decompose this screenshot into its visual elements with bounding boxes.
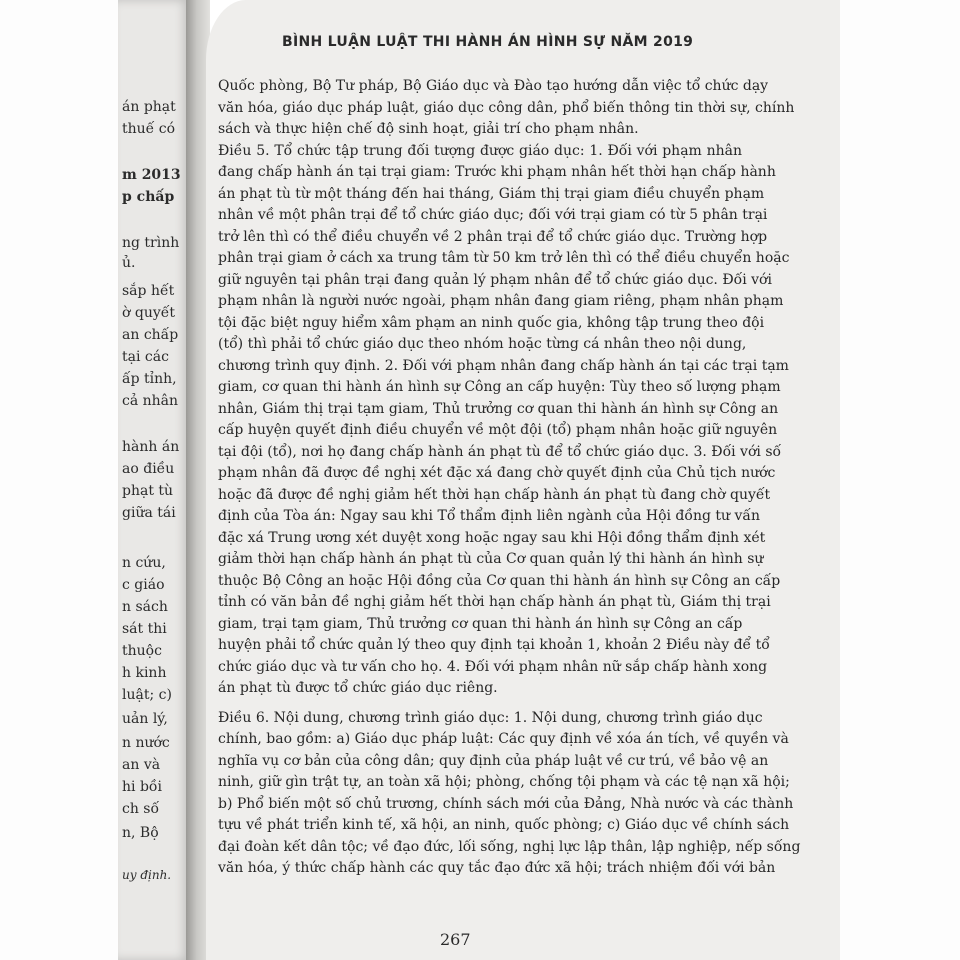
text-line: án phạt tù từ một tháng đến hai tháng, Giám thị trại giam điều chuyển phạm <box>218 185 765 202</box>
left-page-fragment: sát thi <box>122 621 167 637</box>
left-page-fragment: n sách <box>122 599 168 615</box>
left-page-fragment: hành án <box>122 439 180 455</box>
left-page-fragment: giữa tái <box>122 505 176 521</box>
left-page-fragment: cả nhân <box>122 393 179 409</box>
left-page-fragment: ao điều <box>122 461 175 477</box>
text-line: tại đội (tổ), nơi họ đang chấp hành án phạt tù để tổ chức giáo dục. 3. Đối với số <box>218 443 782 460</box>
text-line: án phạt tù được tổ chức giáo dục riêng. <box>218 680 498 696</box>
running-header: BÌNH LUẬN LUẬT THI HÀNH ÁN HÌNH SỰ NĂM 2019 <box>282 34 694 50</box>
left-page-fragment: luật; c) <box>122 687 172 703</box>
page-number: 267 <box>440 930 471 949</box>
background-right <box>840 0 960 960</box>
text-line: trở lên thì có thể điều chuyển về 2 phân trại để tổ chức giáo dục. Trường hợp <box>218 228 768 245</box>
text-line: thuộc Bộ Công an hoặc Hội đồng của Cơ quan thi hành án hình sự Công an cấp <box>218 572 781 589</box>
left-page-fragment: ch số <box>122 801 160 817</box>
paragraph-3 <box>218 708 801 880</box>
left-page-fragment: n cứu, <box>122 555 166 571</box>
text-line: nghĩa vụ cơ bản của công dân; quy định của pháp luật về cư trú, về bảo vệ an <box>218 752 769 769</box>
left-page-fragment: ng trình <box>122 235 180 251</box>
left-page-fragment: án phạt <box>122 99 176 115</box>
left-page-fragment: ấp tỉnh, <box>122 371 177 387</box>
left-page-fragment: thuế có <box>122 121 175 137</box>
left-page-fragment: uy định. <box>122 868 172 882</box>
text-line: chức giáo dục và tư vấn cho họ. 4. Đối với phạm nhân nữ sắp chấp hành xong <box>218 658 768 675</box>
text-line: văn hóa, giáo dục pháp luật, giáo dục công dân, phổ biến thông tin thời sự, chính <box>218 99 795 116</box>
text-line: Điều 5. Tổ chức tập trung đối tượng được giáo dục: 1. Đối với phạm nhân <box>218 142 742 159</box>
text-line: giam, trại tạm giam, Thủ trưởng cơ quan thi hành án hình sự Công an cấp <box>218 615 743 632</box>
text-line: hoặc đã được đề nghị giảm hết thời hạn chấp hành án phạt tù đang chờ quyết <box>218 486 771 503</box>
left-page-fragment: an và <box>122 757 161 773</box>
text-line: tỉnh có văn bản đề nghị giảm hết thời hạn chấp hành án phạt tù, Giám thị trại <box>218 594 771 610</box>
text-line: phạm nhân là người nước ngoài, phạm nhân đang giam riêng, phạm nhân phạm <box>218 293 784 309</box>
text-line: giảm thời hạn chấp hành án phạt tù của Cơ quan quản lý thi hành án hình sự <box>218 551 764 567</box>
text-line: cấp huyện quyết định điều chuyển về một đội (tổ) phạm nhân hoặc giữ nguyên <box>218 422 778 438</box>
text-line: đặc xá Trung ương xét duyệt xong hoặc ngay sau khi Hội đồng thẩm định xét <box>218 529 766 546</box>
left-page-fragment: p chấp <box>122 189 175 205</box>
left-page-fragment: ủ. <box>122 255 136 271</box>
background-left <box>0 0 124 960</box>
left-page-fragment: thuộc <box>122 643 162 659</box>
text-line: giữ nguyên tại phân trại đang quản lý phạm nhân để tổ chức giáo dục. Đối với <box>218 271 772 288</box>
text-line: giam, cơ quan thi hành án hình sự Công an cấp huyện: Tùy theo số lượng phạm <box>218 379 781 395</box>
text-line: nhân về một phân trại để tổ chức giáo dục; đối với trại giam có từ 5 phân trại <box>218 207 768 223</box>
left-page-fragment: c giáo <box>122 577 165 593</box>
text-line: ninh, giữ gìn trật tự, an toàn xã hội; phòng, chống tội phạm và các tệ nạn xã hội; <box>218 774 790 790</box>
text-line: chương trình quy định. 2. Đối với phạm nhân đang chấp hành án tại các trại tạm <box>218 357 789 374</box>
left-page-fragment: hi bồi <box>122 779 162 795</box>
text-line: định của Tòa án: Ngay sau khi Tổ thẩm định liên ngành của Hội đồng tư vấn <box>218 508 760 524</box>
text-line: b) Phổ biến một số chủ trương, chính sách mới của Đảng, Nhà nước và các thành <box>218 795 794 812</box>
text-line: phạm nhân đã được đề nghị xét đặc xá đang chờ quyết định của Chủ tịch nước <box>218 465 776 481</box>
text-line: phân trại giam ở cách xa trung tâm từ 50 km trở lên thì có thể điều chuyển hoặc <box>218 250 790 266</box>
text-line: sách và thực hiện chế độ sinh hoạt, giải trí cho phạm nhân. <box>218 121 639 137</box>
text-line: văn hóa, ý thức chấp hành các quy tắc đạo đức xã hội; trách nhiệm đối với bản <box>218 860 776 876</box>
left-page-fragment: sắp hết <box>122 283 175 299</box>
left-page-fragment: n, Bộ <box>122 825 159 841</box>
left-page-fragment: h kinh <box>122 665 167 681</box>
left-page-fragment: tại các <box>122 349 169 365</box>
left-page-fragment: an chấp <box>122 327 179 343</box>
text-line: đại đoàn kết dân tộc; về đạo đức, lối sống, nghị lực lập thân, lập nghiệp, nếp sống <box>218 838 801 855</box>
left-page-fragment: uản lý, <box>122 711 168 727</box>
text-line: tội đặc biệt nguy hiểm xâm phạm an ninh quốc gia, không tập trung theo đội <box>218 314 765 331</box>
paragraph-1 <box>218 76 795 141</box>
text-line: Điều 6. Nội dung, chương trình giáo dục: 1. Nội dung, chương trình giáo dục <box>218 709 763 726</box>
text-line: tựu về phát triển kinh tế, xã hội, an ninh, quốc phòng; c) Giáo dục về chính sách <box>218 817 790 833</box>
body-text <box>218 76 801 880</box>
left-page-fragment: phạt tù <box>122 483 174 499</box>
left-page-fragment: ờ quyết <box>122 305 176 321</box>
left-page <box>118 0 190 960</box>
left-page-fragment: n nước <box>122 735 170 751</box>
text-line: nhân, Giám thị trại tạm giam, Thủ trưởng cơ quan thi hành án hình sự Công an <box>218 400 779 417</box>
text-line: chính, bao gồm: a) Giáo dục pháp luật: Các quy định về xóa án tích, về quyền và <box>218 731 789 747</box>
text-line: huyện phải tổ chức quản lý theo quy định tại khoản 1, khoản 2 Điều này để tổ <box>218 637 770 653</box>
text-line: (tổ) thì phải tổ chức giáo dục theo nhóm hoặc từng cá nhân theo nội dung, <box>218 336 747 352</box>
text-line: đang chấp hành án tại trại giam: Trước khi phạm nhân hết thời hạn chấp hành <box>218 164 776 180</box>
text-line: Quốc phòng, Bộ Tư pháp, Bộ Giáo dục và Đào tạo hướng dẫn việc tổ chức dạy <box>218 78 769 94</box>
left-page-fragment: m 2013 <box>122 167 181 183</box>
paragraph-2 <box>218 141 790 700</box>
